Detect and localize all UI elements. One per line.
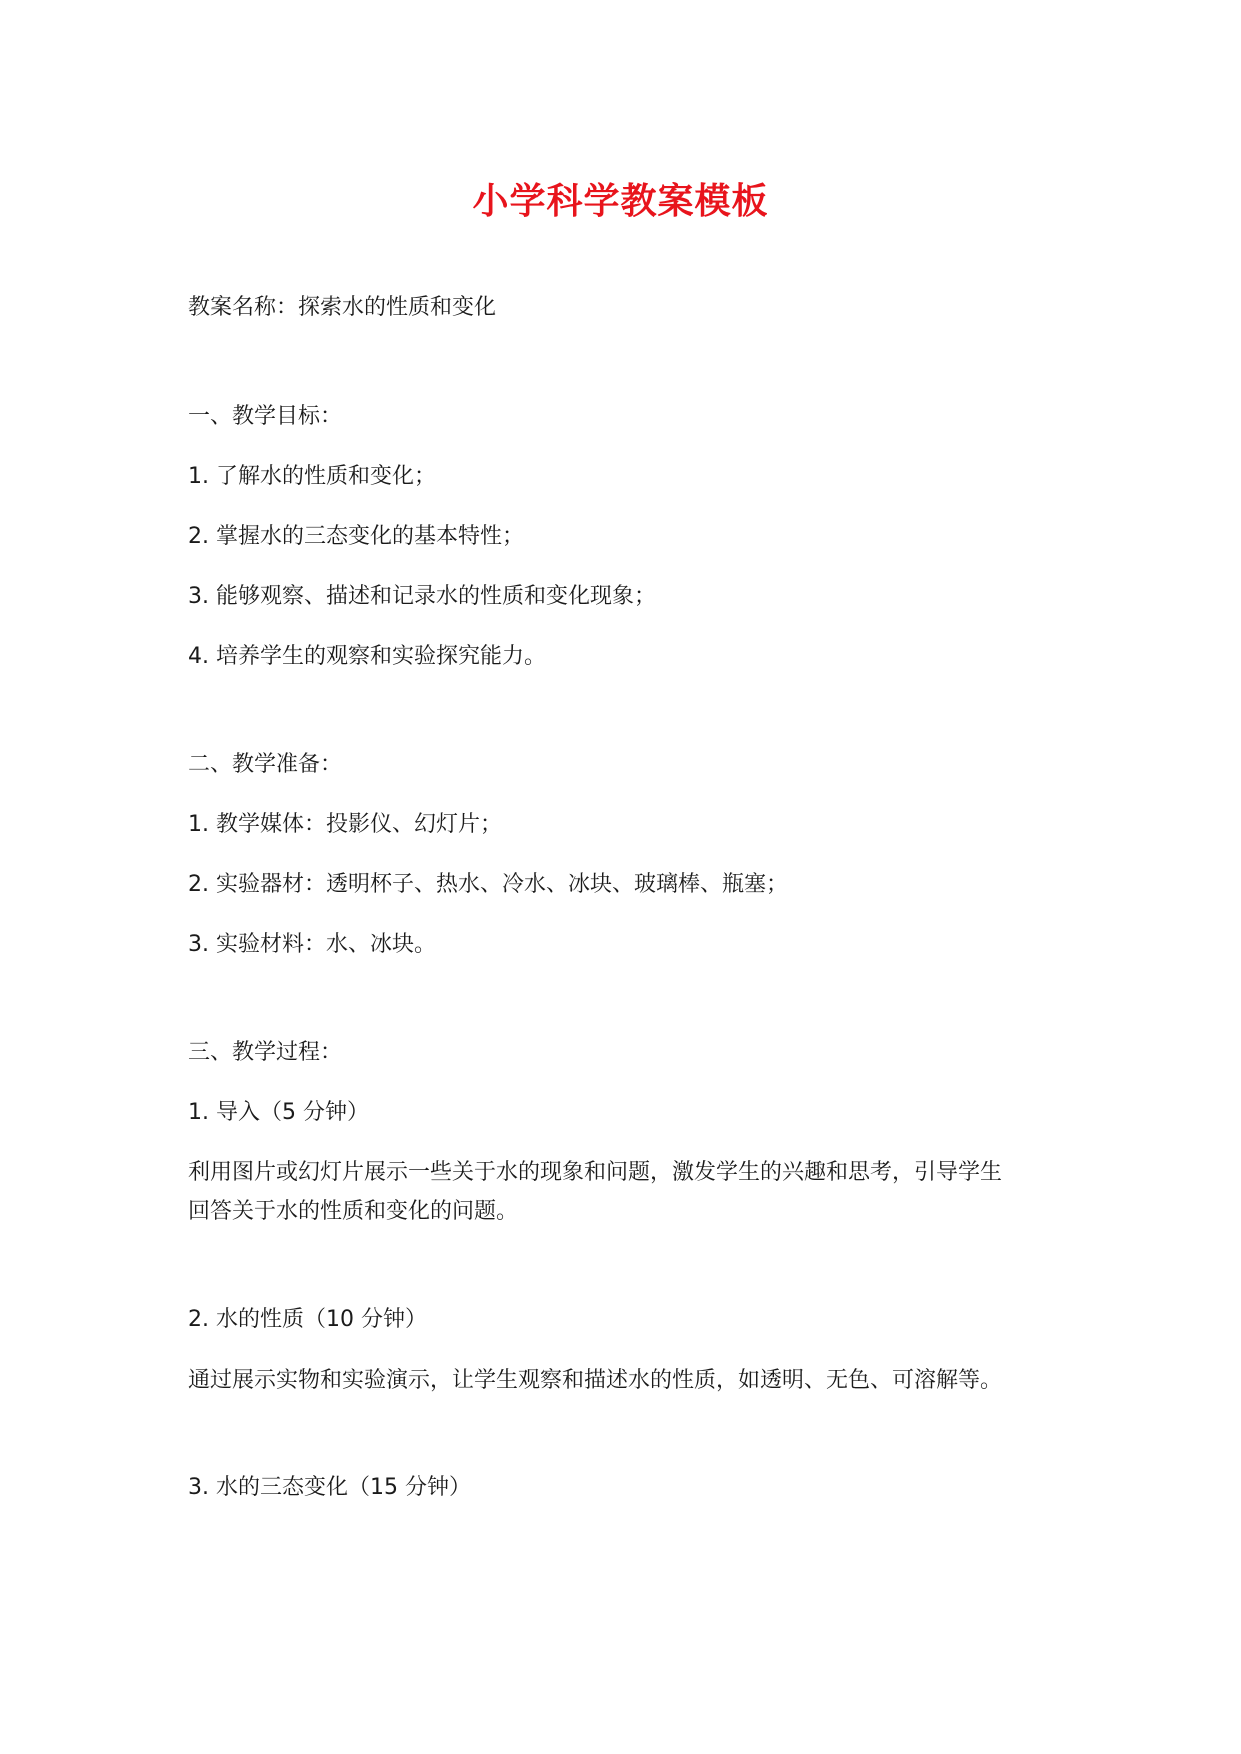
objective-item: 4. 培养学生的观察和实验探究能力。 xyxy=(188,644,546,669)
process-step-title: 2. 水的性质（10 分钟） xyxy=(188,1307,427,1332)
section-heading-process: 三、教学过程： xyxy=(188,1040,343,1065)
objective-item: 2. 掌握水的三态变化的基本特性； xyxy=(188,524,524,549)
objective-item: 1. 了解水的性质和变化； xyxy=(188,464,436,489)
preparation-item: 1. 教学媒体：投影仪、幻灯片； xyxy=(188,812,502,837)
process-step-title: 3. 水的三态变化（15 分钟） xyxy=(188,1475,471,1500)
section-heading-preparation: 二、教学准备： xyxy=(188,752,343,777)
process-step-text: 通过展示实物和实验演示，让学生观察和描述水的性质，如透明、无色、可溶解等。 xyxy=(188,1368,1003,1393)
section-heading-objectives: 一、教学目标： xyxy=(188,404,343,429)
preparation-item: 2. 实验器材：透明杯子、热水、冷水、冰块、玻璃棒、瓶塞； xyxy=(188,872,788,897)
preparation-item: 3. 实验材料：水、冰块。 xyxy=(188,932,436,957)
objective-item: 3. 能够观察、描述和记录水的性质和变化现象； xyxy=(188,584,656,609)
process-step-title: 1. 导入（5 分钟） xyxy=(188,1100,369,1125)
document-title: 小学科学教案模板 xyxy=(472,181,769,222)
process-step-text: 回答关于水的性质和变化的问题。 xyxy=(188,1199,519,1224)
lesson-name: 教案名称：探索水的性质和变化 xyxy=(188,295,497,320)
process-step-text: 利用图片或幻灯片展示一些关于水的现象和问题，激发学生的兴趣和思考，引导学生 xyxy=(188,1160,1003,1185)
